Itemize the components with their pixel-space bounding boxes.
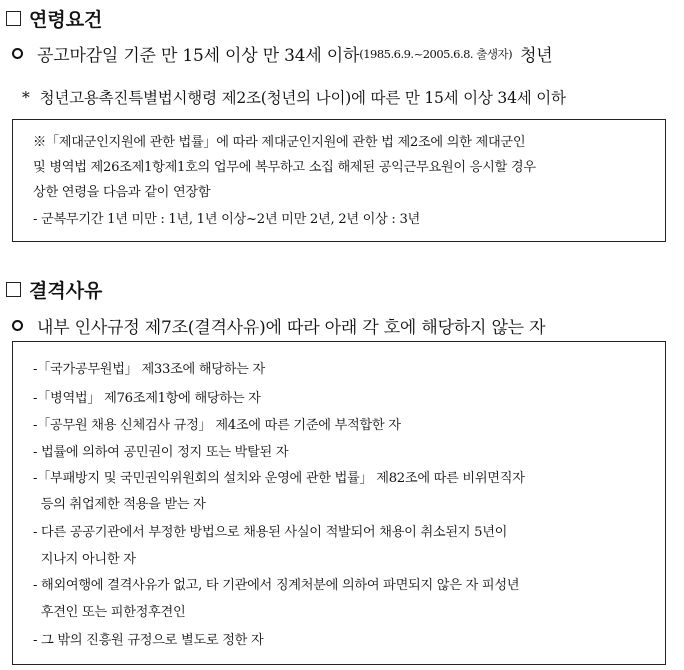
age-note-text: 청년고용촉진특별법시행령 제2조(청년의 나이)에 따른 만 15세 이상 34세 이하	[39, 89, 566, 107]
age-requirement-line	[12, 41, 553, 66]
disq-item-8: - 그 밖의 진흥원 규정으로 별도로 정한 자	[33, 633, 264, 648]
section-age-heading	[6, 5, 102, 32]
asterisk-icon: *	[22, 89, 30, 107]
disq-item-7: - 해외여행에 결격사유가 없고, 타 기관에서 징계처분에 의하여 파면되지 않은 자 피성년	[33, 578, 520, 593]
disq-item-1: -「국가공무원법」 제33조에 해당하는 자	[33, 362, 265, 377]
age-requirement-text: 공고마감일 기준 만 15세 이상 만 34세 이하	[37, 46, 360, 66]
checkbox-square-icon	[6, 11, 21, 26]
disqualification-requirement-text: 내부 인사규정 제7조(결격사유)에 따라 아래 각 호에 해당하지 않는 자	[37, 318, 546, 338]
disq-item-5: -「부패방지 및 국민권익위원회의 설치와 운영에 관한 법률」 제82조에 따른 비위면직자	[33, 471, 525, 486]
circle-bullet-icon	[12, 320, 23, 331]
disq-item-2: -「병역법」 제76조제1항에 해당하는 자	[33, 391, 261, 406]
section-disqualification-title: 결격사유	[29, 280, 103, 302]
age-box-line-2: 및 병역법 제26조제1항제1호의 업무에 복무하고 소집 해제된 공익근무요원이 응시할 경우	[33, 160, 536, 175]
age-extension-box	[12, 119, 666, 242]
age-box-line-1: ※「제대군인지원에 관한 법률」에 따라 제대군인지원에 관한 법 제2조에 의한 제대군인	[33, 135, 526, 150]
disq-item-3: -「공무원 채용 신체검사 규정」 제4조에 따른 기준에 부적합한 자	[33, 418, 401, 433]
disqualification-list-box	[12, 341, 666, 665]
disq-item-4: - 법률에 의하여 공민권이 정지 또는 박탈된 자	[33, 445, 289, 460]
disq-item-7-cont: 후견인 또는 피한정후견인	[33, 605, 186, 620]
age-birth-range: (1985.6.9.~2005.6.8. 출생자)	[359, 46, 513, 61]
age-requirement-tail: 청년	[520, 46, 553, 66]
circle-bullet-icon	[12, 48, 23, 59]
section-disqualification-heading	[6, 276, 102, 303]
checkbox-square-icon	[6, 282, 21, 297]
age-note-line	[22, 86, 566, 108]
disqualification-requirement-line	[12, 313, 545, 338]
age-box-line-3: 상한 연령을 다음과 같이 연장함	[33, 185, 211, 200]
disq-item-6: - 다른 공공기관에서 부정한 방법으로 채용된 사실이 적발되어 채용이 취소된지 5년이	[33, 525, 508, 540]
section-age-title: 연령요건	[29, 9, 103, 31]
disq-item-5-cont: 등의 취업제한 적용을 받는 자	[33, 497, 206, 512]
age-box-line-4: - 군복무기간 1년 미만 : 1년, 1년 이상~2년 미만 2년, 2년 이상 : 3년	[33, 212, 420, 227]
disq-item-6-cont: 지나지 아니한 자	[33, 552, 136, 567]
